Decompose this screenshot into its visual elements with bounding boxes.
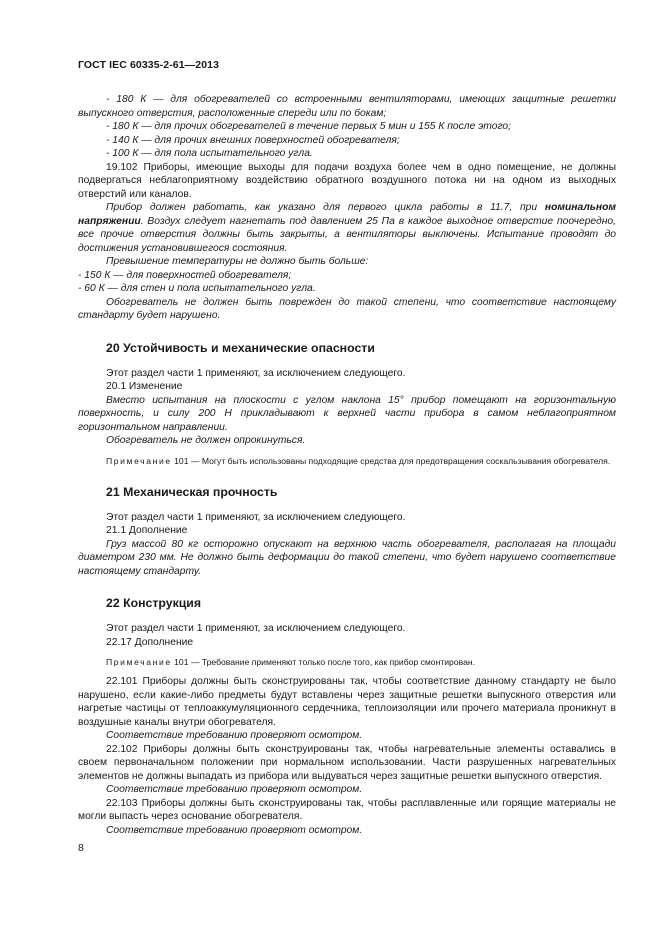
section-20-note: Примечание 101 — Могут быть использованы подходящие средства для предотвращения соскальзывания обогревателя. bbox=[106, 455, 611, 466]
compliance-statement: Обогреватель не должен быть поврежден до такой степени, что соответствие настоящему стандарту будет нарушено. bbox=[78, 296, 616, 321]
limit-item: - 140 К — для прочих внешних поверхностей обогревателя; bbox=[106, 134, 400, 146]
clause-22-17: 22.17 Дополнение bbox=[106, 636, 194, 648]
clause-19-102: 19.102 Приборы, имеющие выходы для подачи воздуха более чем в одно помещение, не должны подвергаться неблагоприятному воздействию обратного воздушного потока ни на одном из выходных отверстий или каналов. bbox=[78, 161, 616, 200]
section-21-title: 21 Механическая прочность bbox=[106, 484, 278, 499]
section-22-intro: Этот раздел части 1 применяют, за исключением следующего. bbox=[106, 623, 406, 634]
section-22-note: Примечание 101 — Требование применяют только после того, как прибор смонтирован. bbox=[106, 657, 476, 667]
document-header: ГОСТ IEC 60335-2-61—2013 bbox=[78, 59, 220, 71]
compliance-check: Соответствие требованию проверяют осмотром. bbox=[106, 784, 363, 795]
limit-heading: Превышение температуры не должно быть больше: bbox=[106, 256, 369, 267]
clause-20-1-result: Обогреватель не должен опрокинуться. bbox=[106, 435, 306, 446]
clause-21-1: 21.1 Дополнение bbox=[106, 525, 188, 536]
clause-21-1-test: Груз массой 80 кг осторожно опускают на верхнюю часть обогревателя, располагая на площади диаметром 230 мм. Не должно быть деформации до такой степени, что будет нарушено соответствие настоящему стандарту. bbox=[78, 538, 616, 577]
document-body bbox=[78, 93, 616, 837]
clause-22-103: 22.103 Приборы должны быть сконструированы так, чтобы расплавленные или горящие материалы не могли выпасть через основание обогревателя. bbox=[78, 797, 616, 822]
limit-item: - 60 К — для стен и пола испытательного угла. bbox=[78, 283, 316, 294]
clause-22-101: 22.101 Приборы должны быть сконструированы так, чтобы соответствие данному стандарту не было нарушено, если какие-либо предметы будут вставлены через защитные решетки выпускного отверстия или нагретые частицы от теплоаккумуляционного сердечника, теплоизоляции или прочего материала проникнут в воздушные каналы внутри обогревателя. bbox=[78, 676, 616, 728]
clause-20-1-test: Вместо испытания на плоскости с углом наклона 15° прибор помещают на горизонтальную поверхность, и силу 200 Н прикладывают к верхней части прибора в самом неблагоприятном горизонтальном направлении. bbox=[78, 394, 616, 433]
section-20-intro: Этот раздел части 1 применяют, за исключением следующего. bbox=[106, 367, 406, 379]
page-number: 8 bbox=[78, 842, 84, 854]
compliance-check: Соответствие требованию проверяют осмотром. bbox=[106, 730, 363, 741]
clause-20-1: 20.1 Изменение bbox=[106, 381, 183, 392]
limit-item: - 180 К — для прочих обогревателей в течение первых 5 мин и 155 К после этого; bbox=[106, 121, 512, 132]
section-22-title: 22 Конструкция bbox=[106, 596, 202, 610]
compliance-check: Соответствие требованию проверяют осмотром. bbox=[106, 824, 363, 836]
clause-22-102: 22.102 Приборы должны быть сконструированы так, чтобы нагревательные элементы оставались в своем первоначальном положении при нормальном использовании. Части разрушенных нагревательных элементов не должны выпадать из прибора или выдуваться через защитные решетки выпускного отверстия. bbox=[78, 743, 616, 782]
section-20-title: 20 Устойчивость и механические опасности bbox=[106, 340, 375, 355]
limit-item: - 150 К — для поверхностей обогревателя; bbox=[78, 269, 292, 281]
section-21-intro: Этот раздел части 1 применяют, за исключением следующего. bbox=[106, 511, 406, 523]
limit-item: - 100 К — для пола испытательного угла. bbox=[106, 148, 313, 159]
clause-19-102-test: Прибор должен работать, как указано для первого цикла работы в 11.7, при номинальном напряжении. Воздух следует нагнетать под давлением 25 Па в каждое выходное отверстие поочередно, все прочие отверстия должны быть закрыты, а вентиляторы выключены. Испытание проводят до достижения установившегося состояния. bbox=[78, 202, 616, 254]
limit-item: - 180 К — для обогревателей со встроенными вентиляторами, имеющих защитные решетки выпускного отверстия, расположенные спереди или по бокам; bbox=[78, 94, 616, 119]
